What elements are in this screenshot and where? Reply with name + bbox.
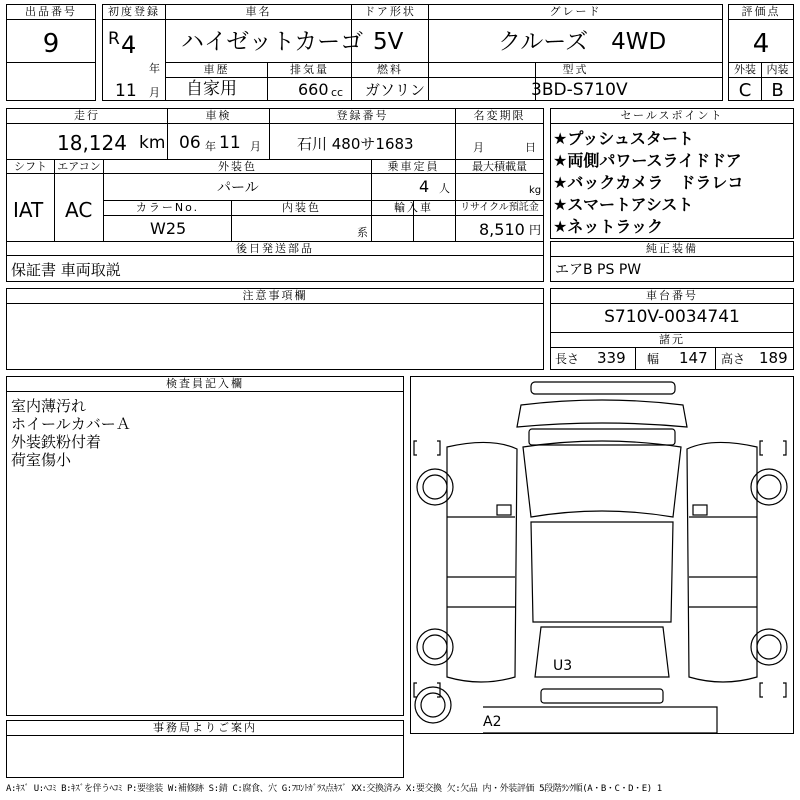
mileage-label: 走行	[74, 109, 100, 122]
car-damage-diagram	[410, 376, 794, 734]
sales-point-item: ★スマートアシスト	[553, 195, 694, 214]
load-unit: kg	[529, 185, 542, 196]
color-label: 外装色	[218, 160, 257, 173]
damage-legend: A:ｷｽﾞ U:ﾍｺﾐ B:ｷｽﾞを伴うﾍｺﾐ P:要塗装 W:補修跡 S:錆 C:腐食、穴 G:ﾌﾛﾝﾄｶﾞﾗｽ点ｷｽﾞ XX:交換済み X:要交換 欠:欠品 内・外装評価 5段階ﾗﾝｸ順(A・B・C・D・E) 1	[6, 784, 662, 794]
standard-equipment-box	[550, 241, 794, 282]
car-name-value: ハイゼットカーゴ	[181, 29, 364, 55]
shift-value: IAT	[13, 198, 44, 222]
inspector-box	[6, 376, 404, 716]
car-outline-drawing	[411, 377, 793, 733]
chassis-label: 車台番号	[551, 289, 793, 304]
fuel-label: 燃料	[377, 63, 403, 76]
width-value: 147	[679, 349, 708, 367]
dimensions-label: 諸元	[551, 332, 793, 348]
capacity-value: 4	[419, 177, 430, 196]
import-label: 輸入車	[394, 201, 433, 214]
later-parts-value: 保証書 車両取説	[11, 261, 121, 279]
year-unit: 年	[149, 62, 160, 75]
era-value: R	[108, 29, 120, 49]
spec-box	[6, 108, 544, 282]
model-value: 3BD-S710V	[531, 80, 628, 100]
first-reg-month: 11	[115, 81, 137, 101]
exterior-label: 外装	[734, 63, 756, 76]
office-box	[6, 720, 404, 778]
notes-label: 注意事項欄	[7, 289, 543, 304]
ac-value: AC	[65, 198, 93, 222]
inspection-month: 11	[219, 133, 241, 153]
ac-label: エアコン	[57, 160, 101, 173]
interior-label: 内装	[766, 63, 789, 76]
lot-number-box	[6, 4, 96, 101]
grade-value: クルーズ 4WD	[498, 29, 667, 55]
length-value: 339	[597, 349, 626, 367]
inspection-label: 車検	[205, 109, 232, 122]
first-reg-year: 4	[121, 31, 137, 59]
sales-point-item: ★プッシュスタート	[553, 129, 694, 148]
inspector-line: 荷室傷小	[11, 451, 72, 469]
inspection-month-unit: 月	[250, 140, 261, 153]
chassis-box	[550, 288, 794, 370]
name-change-day-unit: 日	[525, 141, 536, 154]
recycle-value: 8,510	[479, 220, 525, 239]
inspector-line: 外装鉄粉付着	[11, 433, 102, 451]
history-label: 車歴	[203, 63, 230, 76]
int-color-unit: 系	[357, 226, 368, 239]
color-value: パール	[217, 180, 259, 196]
exterior-grade: C	[738, 80, 752, 101]
displacement-unit: cc	[331, 86, 344, 99]
recycle-label: リサイクル預託金	[460, 202, 539, 213]
color-no-value: W25	[150, 219, 187, 238]
name-change-month-unit: 月	[473, 141, 484, 154]
standard-equipment-label: 純正装備	[551, 242, 793, 257]
inspection-year: 06	[179, 133, 201, 153]
lot-number-value: 9	[42, 29, 60, 59]
sales-points-label: セールスポイント	[551, 109, 793, 124]
inspection-year-unit: 年	[205, 140, 216, 153]
damage-mark-a2: A2	[483, 714, 502, 730]
interior-grade: B	[771, 80, 784, 101]
grade-label: グレード	[549, 5, 602, 18]
later-parts-label: 後日発送部品	[236, 242, 314, 255]
month-unit: 月	[149, 86, 160, 99]
name-change-label: 名変期限	[473, 109, 526, 122]
sales-point-item: ★ネットラック	[553, 217, 664, 236]
sales-points-box	[550, 108, 794, 239]
door-label: ドア形状	[364, 5, 416, 18]
score-label: 評価点	[729, 5, 793, 20]
width-label: 幅	[647, 352, 660, 366]
vehicle-header-box	[102, 4, 723, 101]
score-box	[728, 4, 794, 101]
int-color-label: 内装色	[282, 201, 321, 214]
recycle-unit: 円	[529, 223, 542, 237]
car-name-label: 車名	[245, 5, 272, 18]
chassis-value: S710V-0034741	[604, 307, 740, 327]
lot-number-label: 出品番号	[7, 5, 95, 20]
inspector-line: 室内薄汚れ	[11, 397, 87, 415]
height-label: 高さ	[721, 352, 746, 366]
inspector-label: 検査員記入欄	[7, 377, 403, 392]
sales-point-item: ★バックカメラ ドラレコ	[553, 173, 744, 192]
inspector-line: ホイールカバーＡ	[11, 415, 131, 433]
notes-box	[6, 288, 544, 370]
model-label: 型式	[562, 63, 589, 76]
score-value: 4	[752, 29, 770, 59]
office-label: 事務局よりご案内	[7, 721, 403, 736]
capacity-label: 乗車定員	[387, 160, 440, 173]
door-value: 5V	[373, 29, 404, 55]
length-label: 長さ	[555, 352, 580, 366]
first-reg-label: 初度登録	[108, 5, 160, 18]
displacement-label: 排気量	[290, 63, 329, 76]
standard-equipment-value: エアB PS PW	[555, 262, 642, 278]
history-value: 自家用	[186, 79, 237, 99]
reg-no-value: 石川 480サ1683	[297, 135, 414, 153]
capacity-unit: 人	[439, 182, 450, 195]
mileage-value: 18,124	[57, 131, 127, 155]
reg-no-label: 登録番号	[336, 109, 389, 122]
sales-point-item: ★両側パワースライドドア	[553, 151, 742, 170]
displacement-value: 660	[298, 80, 329, 99]
mileage-unit: km	[139, 133, 166, 153]
shift-label: シフト	[14, 160, 47, 173]
color-no-label: カラーNo.	[135, 201, 200, 214]
load-label: 最大積載量	[472, 160, 527, 173]
damage-mark-u3: U3	[553, 658, 573, 674]
fuel-value: ガソリン	[365, 81, 426, 99]
height-value: 189	[759, 349, 788, 367]
